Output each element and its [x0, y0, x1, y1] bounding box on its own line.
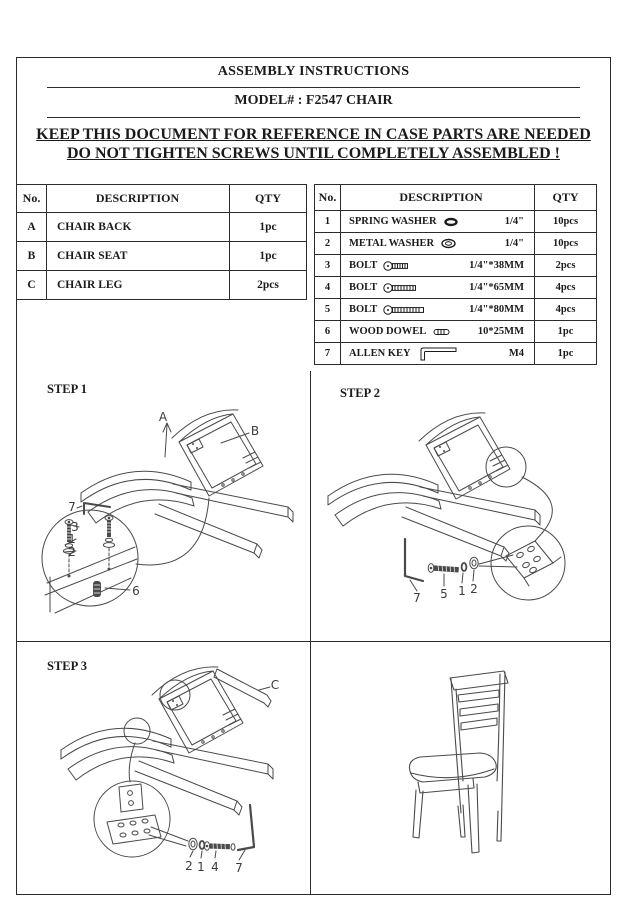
- hardware-qty: 1pc: [535, 343, 597, 365]
- hardware-no: 7: [315, 343, 341, 365]
- hardware-size: 1/4"*38MM: [469, 260, 524, 271]
- col-header-qty: QTY: [535, 185, 597, 211]
- col-header-no: No.: [17, 185, 47, 213]
- part-qty: 2pcs: [230, 271, 307, 300]
- table-row: [315, 277, 597, 299]
- hardware-label-spring-washer: 1: [197, 860, 205, 874]
- hardware-size: 1/4": [504, 238, 524, 249]
- table-row: [315, 211, 597, 233]
- hardware-size: M4: [508, 348, 524, 359]
- hardware-size: 1/4": [504, 216, 524, 227]
- hardware-qty: 10pcs: [535, 233, 597, 255]
- part-no: B: [17, 242, 47, 271]
- finished-chair-illustration: [310, 641, 610, 894]
- table-row: [315, 233, 597, 255]
- table-row: [315, 321, 597, 343]
- metal-washer-icon: [440, 238, 457, 249]
- part-no: C: [17, 271, 47, 300]
- step3-title: STEP 3: [47, 659, 87, 673]
- table-header-row: [315, 185, 597, 211]
- part-label-a: A: [158, 410, 168, 424]
- hardware-label-spring-washer: 1: [68, 532, 76, 546]
- hardware-name: ALLEN KEY: [349, 348, 411, 359]
- step2-diagram: [310, 371, 610, 641]
- hardware-label-dowel: 6: [132, 584, 140, 598]
- hardware-label-allen-key: 7: [413, 591, 421, 605]
- warning-line-2: DO NOT TIGHTEN SCREWS UNTIL COMPLETELY ASSEMBLED !: [66, 145, 561, 162]
- hardware-name: WOOD DOWEL: [349, 326, 427, 337]
- table-row: [17, 213, 307, 242]
- table-row: [17, 271, 307, 300]
- hardware-no: 6: [315, 321, 341, 343]
- hardware-no: 4: [315, 277, 341, 299]
- bolt-long-icon: [383, 304, 429, 316]
- hardware-name: BOLT: [349, 304, 378, 315]
- hardware-name: BOLT: [349, 260, 378, 271]
- parts-table: [16, 184, 307, 300]
- step3-diagram: [17, 641, 310, 894]
- hardware-label-allen-key: 7: [68, 500, 76, 514]
- table-row: [315, 255, 597, 277]
- hardware-no: 5: [315, 299, 341, 321]
- hardware-name: BOLT: [349, 282, 378, 293]
- hardware-qty: 2pcs: [535, 255, 597, 277]
- hardware-label-metal-washer: 2: [68, 545, 76, 559]
- hardware-label-metal-washer: 2: [470, 582, 478, 596]
- bolt-medium-icon: [383, 282, 421, 294]
- hardware-label-spring-washer: 1: [458, 584, 466, 598]
- hardware-label-bolt: 3: [71, 520, 79, 534]
- hardware-qty: 4pcs: [535, 299, 597, 321]
- step1-title: STEP 1: [47, 382, 87, 396]
- page-title: ASSEMBLY INSTRUCTIONS: [217, 64, 410, 79]
- part-description: CHAIR BACK: [47, 213, 230, 242]
- hardware-table: [314, 184, 597, 365]
- hardware-size: 1/4"*80MM: [469, 304, 524, 315]
- hardware-name: SPRING WASHER: [349, 216, 437, 227]
- table-row: [17, 242, 307, 271]
- bolt-short-icon: [383, 260, 413, 272]
- part-qty: 1pc: [230, 242, 307, 271]
- allen-key-icon: [417, 346, 459, 361]
- title-rule: [47, 87, 580, 88]
- table-row: [315, 343, 597, 365]
- warning-line-1: KEEP THIS DOCUMENT FOR REFERENCE IN CASE PARTS ARE NEEDED: [36, 126, 591, 143]
- table-header-row: [17, 185, 307, 213]
- part-label-c: C: [270, 678, 280, 692]
- step1-diagram: [17, 371, 310, 641]
- hardware-label-allen-key: 7: [235, 861, 243, 875]
- hardware-size: 10*25MM: [477, 326, 524, 337]
- page-border: [16, 57, 611, 895]
- hardware-no: 1: [315, 211, 341, 233]
- part-no: A: [17, 213, 47, 242]
- col-header-qty: QTY: [230, 185, 307, 213]
- part-qty: 1pc: [230, 213, 307, 242]
- col-header-description: DESCRIPTION: [341, 185, 535, 211]
- wood-dowel-icon: [432, 327, 452, 337]
- hardware-label-bolt: 5: [440, 587, 448, 601]
- model-rule: [47, 117, 580, 118]
- part-label-b: B: [250, 424, 260, 438]
- hardware-qty: 1pc: [535, 321, 597, 343]
- part-description: CHAIR SEAT: [47, 242, 230, 271]
- step2-title: STEP 2: [340, 386, 380, 400]
- model-number-line: MODEL# : F2547 CHAIR: [234, 93, 393, 108]
- hardware-qty: 4pcs: [535, 277, 597, 299]
- hardware-label-metal-washer: 2: [185, 859, 193, 873]
- part-description: CHAIR LEG: [47, 271, 230, 300]
- hardware-size: 1/4"*65MM: [469, 282, 524, 293]
- col-header-description: DESCRIPTION: [47, 185, 230, 213]
- col-header-no: No.: [315, 185, 341, 211]
- table-row: [315, 299, 597, 321]
- hardware-qty: 10pcs: [535, 211, 597, 233]
- hardware-no: 2: [315, 233, 341, 255]
- hardware-name: METAL WASHER: [349, 238, 435, 249]
- hardware-label-bolt: 4: [211, 860, 219, 874]
- hardware-no: 3: [315, 255, 341, 277]
- spring-washer-icon: [443, 217, 459, 227]
